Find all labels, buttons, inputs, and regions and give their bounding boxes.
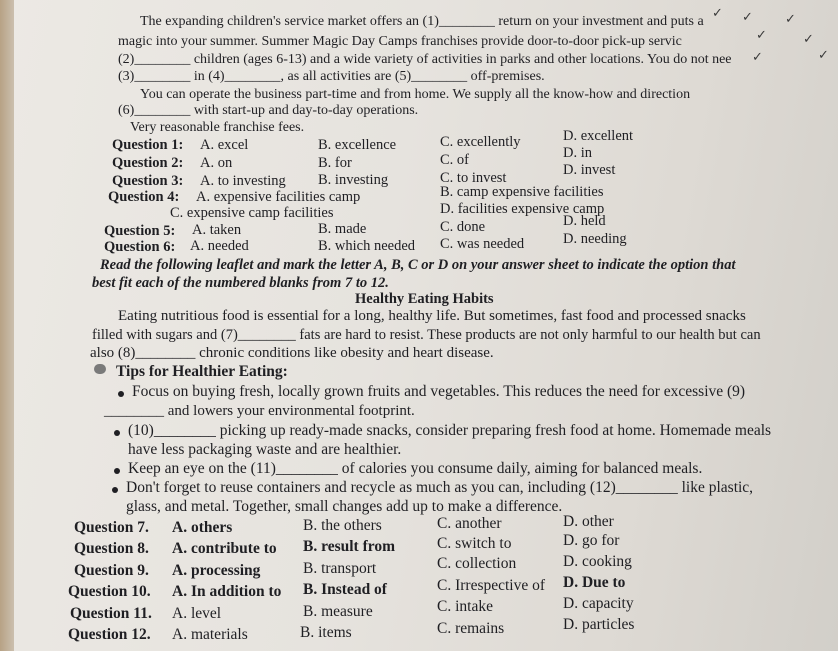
option-a[interactable]: A. excel <box>200 137 249 153</box>
option-b[interactable]: B. for <box>318 155 352 171</box>
question-label: Question 6: <box>104 239 176 255</box>
option-c[interactable]: C. intake <box>437 598 493 615</box>
option-c[interactable]: C. was needed <box>440 236 525 252</box>
option-a[interactable]: A. In addition to <box>172 583 282 600</box>
option-d[interactable]: D. held <box>563 213 606 229</box>
option-d[interactable]: D. particles <box>563 616 635 633</box>
option-b[interactable]: B. investing <box>318 172 389 188</box>
option-b[interactable]: B. items <box>300 624 352 641</box>
option-c[interactable]: C. expensive camp facilities <box>170 205 334 221</box>
question-label: Question 5: <box>104 223 176 239</box>
option-a[interactable]: A. to investing <box>200 173 286 189</box>
instruction-line-1: Read the following leaflet and mark the letter A, B, C or D on your answer sheet to indicate the option that <box>100 257 736 273</box>
passage1-line: The expanding children's service market offers an (1)________ return on your investment and puts a <box>140 14 704 29</box>
option-c[interactable]: C. collection <box>437 555 517 572</box>
bullet-icon <box>114 430 120 436</box>
instruction-line-2: best fit each of the numbered blanks from 7 to 12. <box>92 275 389 291</box>
option-a[interactable]: A. needed <box>190 238 249 254</box>
passage1-line: (3)________ in (4)________, as all activities are (5)________ off-premises. <box>118 69 545 84</box>
page-edge <box>0 0 14 651</box>
pencil-mark-icon: ✓ <box>785 12 796 27</box>
option-d[interactable]: D. other <box>563 513 614 530</box>
option-a[interactable]: A. materials <box>172 626 248 643</box>
option-c[interactable]: C. excellently <box>440 134 521 150</box>
question-label: Question 1: <box>112 137 184 153</box>
tip-line: ________ and lowers your environmental footprint. <box>104 403 415 419</box>
bullet-icon <box>112 487 118 493</box>
tip-line: Focus on buying fresh, locally grown fruits and vegetables. This reduces the need for excessive (9) <box>132 383 746 400</box>
bullet-icon <box>118 391 124 397</box>
option-d[interactable]: D. excellent <box>563 128 634 144</box>
option-d[interactable]: D. invest <box>563 162 616 178</box>
option-a[interactable]: A. on <box>200 155 233 171</box>
option-b[interactable]: B. which needed <box>318 238 416 254</box>
pencil-mark-icon: ✓ <box>752 50 763 65</box>
passage2-line: also (8)________ chronic conditions like obesity and heart disease. <box>90 345 494 361</box>
tip-line: (10)________ picking up ready-made snacks, consider preparing fresh food at home. Homemade meals <box>128 422 772 439</box>
option-c[interactable]: C. Irrespective of <box>437 577 546 594</box>
question-label: Question 4: <box>108 189 180 205</box>
question-label: Question 8. <box>74 540 149 557</box>
question-label: Question 12. <box>68 626 151 643</box>
option-c[interactable]: C. done <box>440 219 486 235</box>
passage1-line: Very reasonable franchise fees. <box>130 120 305 135</box>
question-label: Question 7. <box>74 519 149 536</box>
question-label: Question 3: <box>112 173 184 189</box>
option-c[interactable]: C. of <box>440 152 469 168</box>
bullet-icon <box>114 468 120 474</box>
passage2-line: filled with sugars and (7)________ fats are hard to resist. These products are not only harmful to our health but can <box>92 327 761 343</box>
question-label: Question 2: <box>112 155 184 171</box>
pencil-mark-icon: ✓ <box>742 10 753 25</box>
pencil-mark-icon: ✓ <box>756 28 767 43</box>
passage2-title: Healthy Eating Habits <box>355 291 494 307</box>
option-b[interactable]: B. the others <box>303 517 382 534</box>
tip-line: Keep an eye on the (11)________ of calories you consume daily, aiming for balanced meals. <box>128 460 703 477</box>
option-c[interactable]: C. another <box>437 515 502 532</box>
option-c[interactable]: C. to invest <box>440 170 507 186</box>
option-b[interactable]: B. transport <box>303 560 377 577</box>
option-c[interactable]: C. switch to <box>437 535 512 552</box>
option-d[interactable]: D. capacity <box>563 595 634 612</box>
option-d[interactable]: D. needing <box>563 231 627 247</box>
pencil-mark-icon: ✓ <box>712 6 723 21</box>
option-a[interactable]: A. contribute to <box>172 540 277 557</box>
option-b[interactable]: B. made <box>318 221 367 237</box>
option-d[interactable]: D. Due to <box>563 574 626 591</box>
pencil-mark-icon: ✓ <box>818 48 829 63</box>
tips-heading: Tips for Healthier Eating: <box>116 363 288 380</box>
tip-line: Don't forget to reuse containers and recycle as much as you can, including (12)________ like plastic, <box>126 479 754 496</box>
passage1-line: You can operate the business part-time and from home. We supply all the know-how and direction <box>140 87 691 102</box>
option-b[interactable]: B. Instead of <box>303 581 387 598</box>
passage2-line: Eating nutritious food is essential for a long, healthy life. But sometimes, fast food and processed snacks <box>118 308 746 324</box>
option-b[interactable]: B. measure <box>303 603 373 620</box>
option-b[interactable]: B. excellence <box>318 137 397 153</box>
tip-line: glass, and metal. Together, small changes add up to make a difference. <box>126 498 563 515</box>
tips-bullet-icon <box>94 364 106 374</box>
question-label: Question 10. <box>68 583 151 600</box>
option-a[interactable]: A. taken <box>192 222 242 238</box>
option-d[interactable]: D. facilities expensive camp <box>440 201 605 217</box>
question-label: Question 11. <box>70 605 152 622</box>
question-label: Question 9. <box>74 562 149 579</box>
passage1-line: (2)________ children (ages 6-13) and a wide variety of activities in parks and other locations. You do not nee <box>118 52 732 67</box>
option-b[interactable]: B. camp expensive facilities <box>440 184 604 200</box>
option-b[interactable]: B. result from <box>303 538 395 555</box>
option-d[interactable]: D. go for <box>563 532 620 549</box>
passage1-line: magic into your summer. Summer Magic Day Camps franchises provide door-to-door pick-up servic <box>118 34 682 49</box>
option-a[interactable]: A. others <box>172 519 233 536</box>
option-a[interactable]: A. level <box>172 605 222 622</box>
passage1-line: (6)________ with start-up and day-to-day operations. <box>118 103 419 118</box>
option-a[interactable]: A. expensive facilities camp <box>196 189 361 205</box>
option-c[interactable]: C. remains <box>437 620 505 637</box>
tip-line: have less packaging waste and are healthier. <box>128 441 402 458</box>
option-a[interactable]: A. processing <box>172 562 261 579</box>
option-d[interactable]: D. in <box>563 145 592 161</box>
option-d[interactable]: D. cooking <box>563 553 632 570</box>
pencil-mark-icon: ✓ <box>803 32 814 47</box>
